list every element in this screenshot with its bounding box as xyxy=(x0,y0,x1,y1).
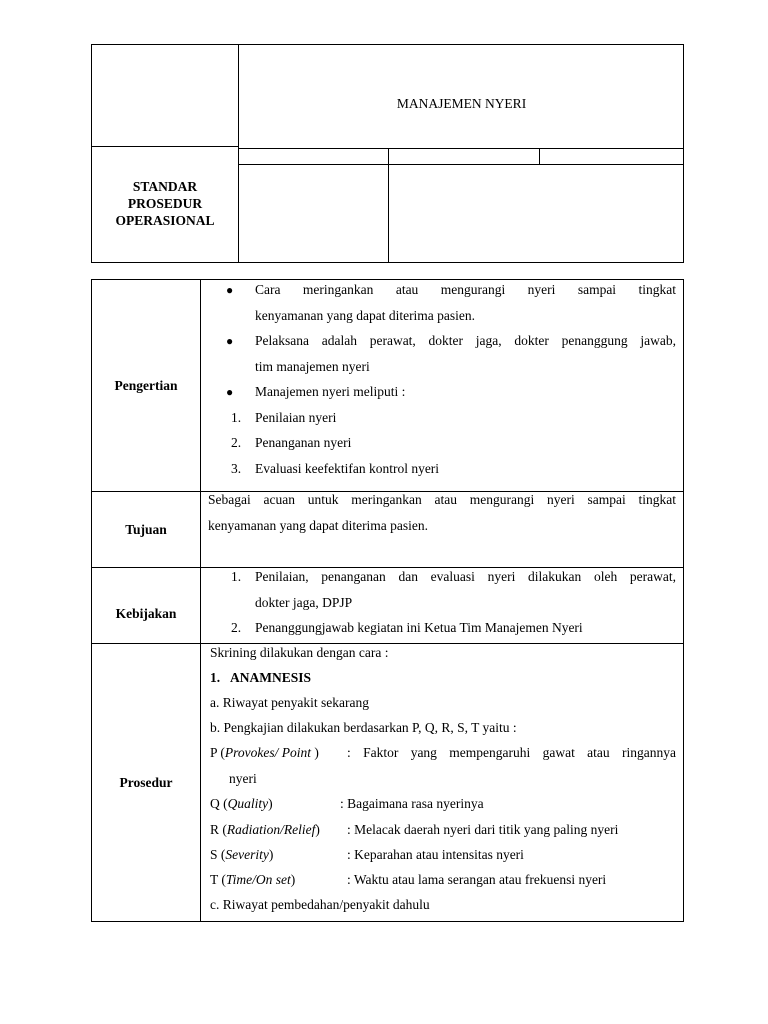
kebijakan-item-2: Penanggungjawab kegiatan ini Ketua Tim Manajemen Nyeri xyxy=(255,620,583,635)
prosedur-item-a: a. Riwayat penyakit sekarang xyxy=(210,695,369,710)
kebijakan-item-1-line-1: Penilaian, penanganan dan evaluasi nyeri dilakukan oleh perawat, xyxy=(255,569,676,584)
pengertian-bullet-3: Manajemen nyeri meliputi : xyxy=(255,384,406,399)
pqrst-t-desc: : Waktu atau lama serangan atau frekuensi nyeri xyxy=(347,872,607,887)
pqrst-q-term: Q (Quality) xyxy=(210,796,273,811)
pqrst-r-desc: : Melacak daerah nyeri dari titik yang paling nyeri xyxy=(347,822,619,837)
list-item: Evaluasi keefektifan kontrol nyeri xyxy=(255,461,440,476)
pqrst-t-term: T (Time/On set) xyxy=(210,872,296,887)
bullet-icon: ● xyxy=(226,385,234,399)
pqrst-s-desc: : Keparahan atau intensitas nyeri xyxy=(347,847,524,862)
list-number: 1. xyxy=(231,569,242,584)
list-item: Penilaian nyeri xyxy=(255,410,337,425)
list-number: 2. xyxy=(231,620,242,635)
kebijakan-label: Kebijakan xyxy=(115,606,177,621)
section-title: ANAMNESIS xyxy=(230,670,312,685)
prosedur-item-c: c. Riwayat pembedahan/penyakit dahulu xyxy=(210,897,430,912)
list-number: 1. xyxy=(231,410,242,425)
pengertian-bullet-2-line-1: Pelaksana adalah perawat, dokter jaga, dokter penanggung jawab, xyxy=(255,333,676,348)
list-number: 2. xyxy=(231,435,242,450)
prosedur-item-b: b. Pengkajian dilakukan berdasarkan P, Q, R, S, T yaitu : xyxy=(210,720,517,735)
tujuan-line-1: Sebagai acuan untuk meringankan atau mengurangi nyeri sampai tingkat xyxy=(208,492,676,507)
document-title: MANAJEMEN NYERI xyxy=(396,96,527,111)
tujuan-line-2: kenyamanan yang dapat diterima pasien. xyxy=(208,518,429,533)
tujuan-label: Tujuan xyxy=(125,522,167,537)
sop-label xyxy=(92,178,238,229)
sop-line-1: STANDAR xyxy=(132,179,198,194)
pengertian-bullet-1-line-2: kenyamanan yang dapat diterima pasien. xyxy=(255,308,476,323)
bullet-icon: ● xyxy=(226,334,234,348)
pqrst-q-desc: : Bagaimana rasa nyerinya xyxy=(340,796,484,811)
prosedur-label: Prosedur xyxy=(119,775,173,790)
sop-line-3: OPERASIONAL xyxy=(115,213,215,228)
pengertian-bullet-1-line-1: Cara meringankan atau mengurangi nyeri sampai tingkat xyxy=(255,282,676,297)
prosedur-intro: Skrining dilakukan dengan cara : xyxy=(210,645,389,660)
pqrst-r-term: R (Radiation/Relief) xyxy=(210,822,320,837)
pengertian-bullet-2-line-2: tim manajemen nyeri xyxy=(255,359,370,374)
sop-line-2: PROSEDUR xyxy=(127,196,203,211)
pqrst-p-desc: : Faktor yang mempengaruhi gawat atau ringannya xyxy=(347,745,676,760)
pqrst-p-term: P (Provokes/ Point ) xyxy=(210,745,319,760)
bullet-icon: ● xyxy=(226,283,234,297)
list-number: 3. xyxy=(231,461,242,476)
section-number: 1. xyxy=(210,670,221,685)
kebijakan-item-1-line-2: dokter jaga, DPJP xyxy=(255,595,353,610)
pqrst-p-desc-cont: nyeri xyxy=(229,771,257,786)
pqrst-s-term: S (Severity) xyxy=(210,847,274,862)
list-item: Penanganan nyeri xyxy=(255,435,352,450)
pengertian-label: Pengertian xyxy=(114,378,178,393)
